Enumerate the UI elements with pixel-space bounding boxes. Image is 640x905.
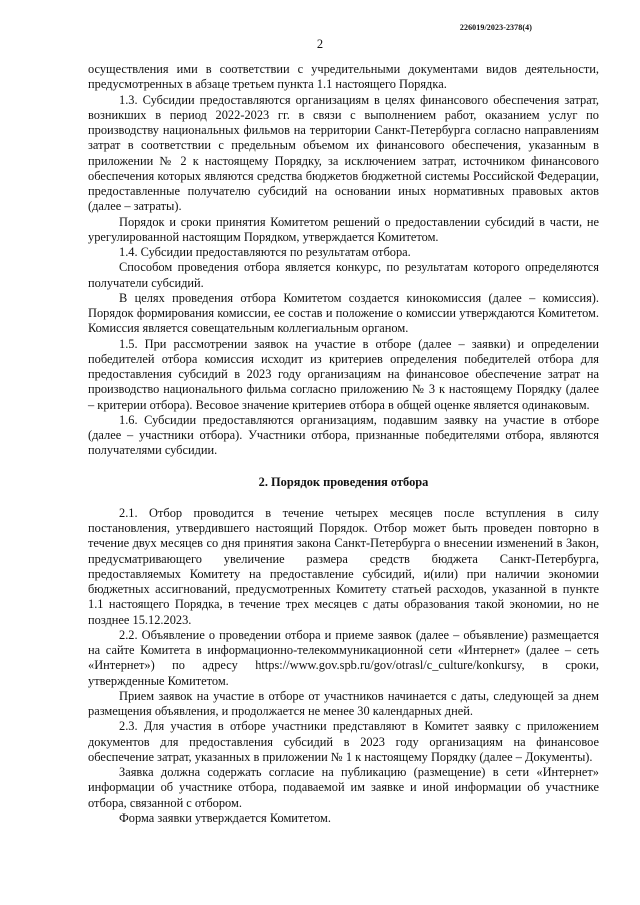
paragraph-1-5: 1.5. При рассмотрении заявок на участие в отборе (далее – заявки) и определении победителей отбора комиссия исходит из критериев определения победителей отбора для предоставления субсидий в 2023 году организациям на финансовое обеспечение затрат на производство национального фильма согласно приложению № 3 к настоящему Порядку (далее – критерии отбора). Весовое значение критериев отбора в общей оценке является одинаковым. [88,336,599,412]
paragraph-application-period: Прием заявок на участие в отборе от участников начинается с даты, следующей за днем размещения объявления, и продолжается не менее 30 календарных дней. [88,688,599,718]
paragraph-order-terms: Порядок и сроки принятия Комитетом решений о предоставлении субсидий в части, не урегулированной настоящим Порядком, утверждается Комитетом. [88,214,599,244]
section-title: 2. Порядок проведения отбора [258,474,429,489]
paragraph-1-6: 1.6. Субсидии предоставляются организациям, подавшим заявку на участие в отборе (далее – участники отбора). Участники отбора, признанные победителями отбора, являются получателями субсидии. [88,412,599,458]
paragraph-consent: Заявка должна содержать согласие на публикацию (размещение) в сети «Интернет» информации об участнике отбора, подаваемой им заявке и иной информации об участнике отбора, связанной с отбором. [88,765,599,810]
document-registration-number: 226019/2023-2378(4) [459,23,532,32]
paragraph-commission: В целях проведения отбора Комитетом создается кинокомиссия (далее – комиссия). Порядок формирования комиссии, ее состав и положение о комиссии утверждаются Комитетом. Комиссия является совещательным коллегиальным органом. [88,290,599,336]
paragraph-2-1: 2.1. Отбор проводится в течение четырех месяцев после вступления в силу постановления, утвердившего настоящий Порядок. Отбор может быть проведен повторно в течение двух месяцев со дня принятия закона Санкт-Петербурга о внесении изменений в Закон, предусматривающего увеличение размера средств бюджета Санкт-Петербурга, предоставляемых Комитету на предоставление субсидий, и(или) при наличии экономии бюджетных ассигнований, предусмотренных Комитету статьей расходов, указанной в пункте 1.1 настоящего Порядка, в течение трех месяцев с даты образования такой экономии, но не позднее 15.12.2023. [88,505,599,627]
document-body [88,62,599,826]
paragraph-application-form: Форма заявки утверждается Комитетом. [119,810,331,825]
paragraph-2-3: 2.3. Для участия в отборе участники представляют в Комитет заявку с приложением документов для предоставления субсидий в 2023 году организациям на финансовое обеспечение затрат, указанных в приложении № 1 к настоящему Порядку (далее – Документы). [88,719,599,764]
paragraph-1-3: 1.3. Субсидии предоставляются организациям в целях финансового обеспечения затрат, возникших в период 2022-2023 гг. в связи с выполнением работ, оказанием услуг по производству национальных фильмов на территории Санкт-Петербурга согласно направлениям затрат в соответствии с предельным объемом их финансового обеспечения, указанным в приложении № 2 к настоящему Порядку, за исключением затрат, источником финансового обеспечения которых являются средства бюджетов бюджетной системы Российской Федерации, предоставленные получателю субсидий на основании иных нормативных правовых актов (далее – затраты). [88,92,599,214]
page-number: 2 [316,37,324,51]
paragraph-2-2: 2.2. Объявление о проведении отбора и приеме заявок (далее – объявление) размещается на сайте Комитета в информационно-телекоммуникационной сети «Интернет» (далее – сеть «Интернет») по адресу https://www.gov.spb.ru/gov/otrasl/c_culture/konkursy, в сроки, утвержденные Комитетом. [88,627,599,688]
paragraph-1-4: 1.4. Субсидии предоставляются по результатам отбора. [119,245,411,259]
paragraph-continuation: осуществления ими в соответствии с учредительными документами видов деятельности, предусмотренных в абзаце третьем пункта 1.1 настоящего Порядка. [88,62,599,92]
paragraph-selection-method: Способом проведения отбора является конкурс, по результатам которого определяются получатели субсидий. [88,260,599,290]
